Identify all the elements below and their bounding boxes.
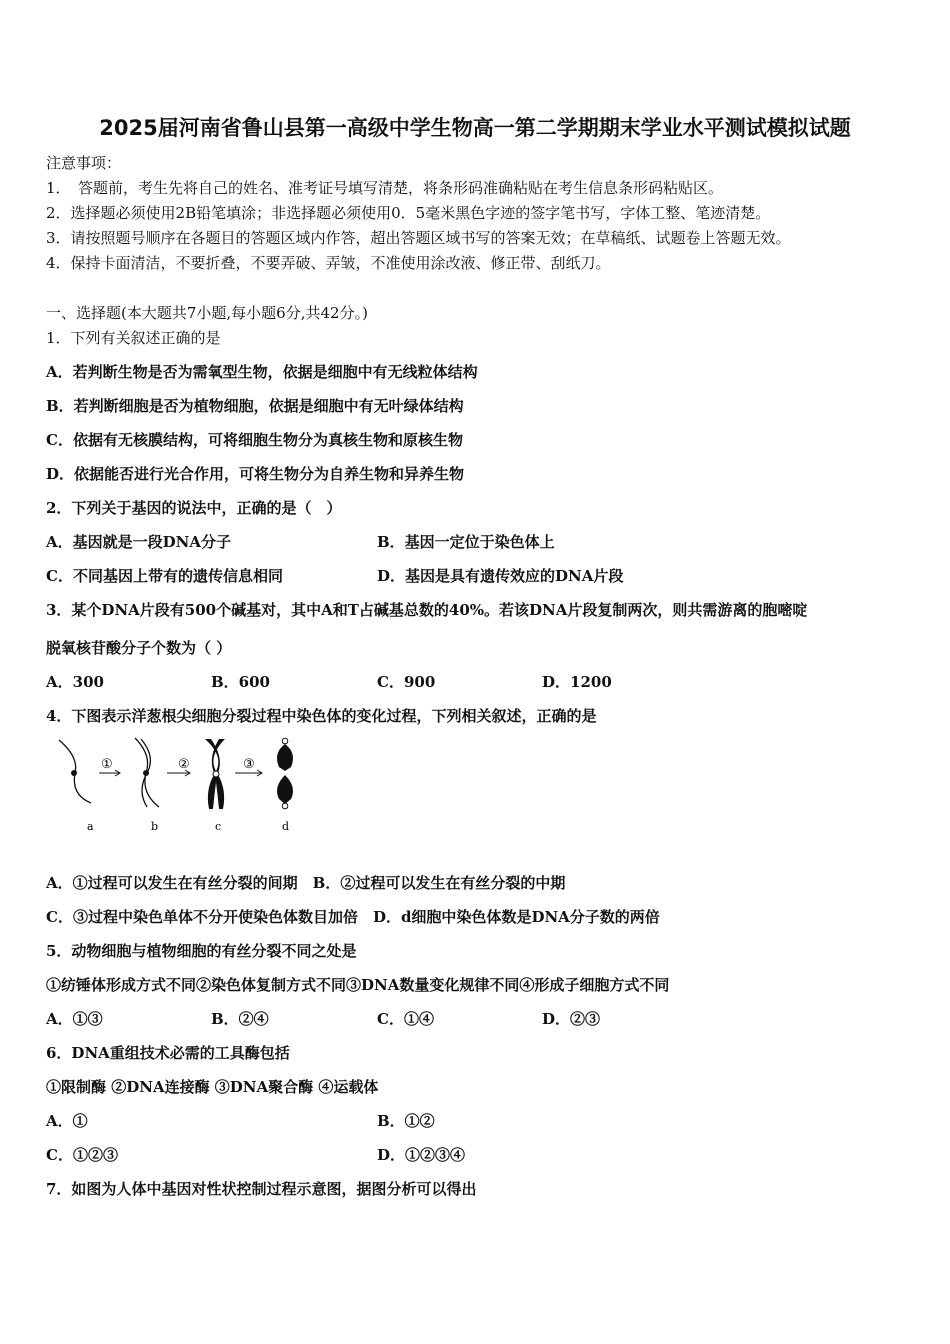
centromere-a — [71, 770, 77, 776]
q5-option-d: D．②③ — [542, 1010, 601, 1028]
q7-stem: 7．如图为人体中基因对性状控制过程示意图，据图分析可以得出 — [46, 1180, 477, 1198]
figure-label-b: b — [151, 820, 159, 833]
q4-stem: 4．下图表示洋葱根尖细胞分裂过程中染色体的变化过程，下列相关叙述，正确的是 — [46, 707, 597, 725]
q6-items: ①限制酶 ②DNA连接酶 ③DNA聚合酶 ④运载体 — [46, 1078, 379, 1096]
centromere-b — [143, 770, 149, 776]
notice-heading: 注意事项： — [46, 154, 122, 172]
q6-option-c: C．①②③ — [46, 1146, 118, 1164]
q5-option-a: A．①③ — [46, 1010, 103, 1028]
q2-option-d: D．基因是具有遗传效应的DNA片段 — [377, 567, 624, 585]
centromere-d1 — [282, 738, 288, 744]
q5-option-c: C．①④ — [377, 1010, 434, 1028]
notice-item-3: 3．请按照题号顺序在各题目的答题区域内作答，超出答题区域书写的答案无效；在草稿纸、试题卷上答题无效。 — [46, 229, 791, 247]
q1-stem: 1．下列有关叙述正确的是 — [46, 329, 221, 347]
step-1-label: ① — [101, 757, 113, 772]
page-title: 2025届河南省鲁山县第一高级中学生物高一第二学期期末学业水平测试模拟试题 — [99, 116, 851, 140]
q2-option-a: A．基因就是一段DNA分子 — [46, 533, 231, 551]
q3-option-a: A．300 — [46, 673, 104, 691]
q5-items: ①纺锤体形成方式不同②染色体复制方式不同③DNA数量变化规律不同④形成子细胞方式不同 — [46, 976, 670, 994]
q2-stem: 2．下列关于基因的说法中，正确的是（ ） — [46, 499, 342, 517]
chromosome-diagram — [55, 735, 315, 835]
q2-option-c: C．不同基因上带有的遗传信息相同 — [46, 567, 283, 585]
notice-item-2: 2．选择题必须使用2B铅笔填涂；非选择题必须使用0．5毫米黑色字迹的签字笔书写，字体工整、笔迹清楚。 — [46, 204, 771, 222]
chromosome-d1 — [277, 744, 293, 771]
q1-option-a: A．若判断生物是否为需氧型生物，依据是细胞中有无线粒体结构 — [46, 363, 478, 381]
notice-item-4: 4．保持卡面清洁，不要折叠，不要弄破、弄皱，不准使用涂改液、修正带、刮纸刀。 — [46, 254, 611, 272]
step-3-label: ③ — [243, 757, 255, 772]
figure-label-a: a — [87, 820, 94, 833]
chromosome-d2 — [277, 775, 293, 804]
section-heading: 一、选择题(本大题共7小题,每小题6分,共42分。) — [46, 304, 368, 322]
q6-option-a: A．① — [46, 1112, 88, 1130]
q5-stem: 5．动物细胞与植物细胞的有丝分裂不同之处是 — [46, 942, 357, 960]
q3-option-d: D．1200 — [542, 673, 612, 691]
step-2-label: ② — [178, 757, 190, 772]
q5-option-b: B．②④ — [211, 1010, 269, 1028]
q3-option-c: C．900 — [377, 673, 436, 691]
notice-item-1: 1． 答题前，考生先将自己的姓名、准考证号填写清楚，将条形码准确粘贴在考生信息条形码粘贴区。 — [46, 179, 724, 197]
q6-stem: 6．DNA重组技术必需的工具酶包括 — [46, 1044, 290, 1062]
q3-stem-line2: 脱氧核苷酸分子个数为（ ） — [46, 639, 232, 657]
q1-option-b: B．若判断细胞是否为植物细胞，依据是细胞中有无叶绿体结构 — [46, 397, 464, 415]
q6-option-b: B．①② — [377, 1112, 435, 1130]
centromere-c — [213, 771, 219, 777]
figure-label-c: c — [215, 820, 222, 833]
centromere-d2 — [282, 803, 288, 809]
q6-option-d: D．①②③④ — [377, 1146, 466, 1164]
q3-option-b: B．600 — [211, 673, 270, 691]
q1-option-c: C．依据有无核膜结构，可将细胞生物分为真核生物和原核生物 — [46, 431, 463, 449]
q3-stem-line1: 3．某个DNA片段有500个碱基对，其中A和T占碱基总数的40%。若该DNA片段复制两次，则共需游离的胞嘧啶 — [46, 601, 808, 619]
q4-options-cd: C．③过程中染色单体不分开使染色体数目加倍 D．d细胞中染色体数是DNA分子数的两倍 — [46, 908, 660, 926]
q2-option-b: B．基因一定位于染色体上 — [377, 533, 555, 551]
q1-option-d: D．依据能否进行光合作用，可将生物分为自养生物和异养生物 — [46, 465, 465, 483]
figure-label-d: d — [282, 820, 290, 833]
q4-options-ab: A．①过程可以发生在有丝分裂的间期 B．②过程可以发生在有丝分裂的中期 — [46, 874, 566, 892]
